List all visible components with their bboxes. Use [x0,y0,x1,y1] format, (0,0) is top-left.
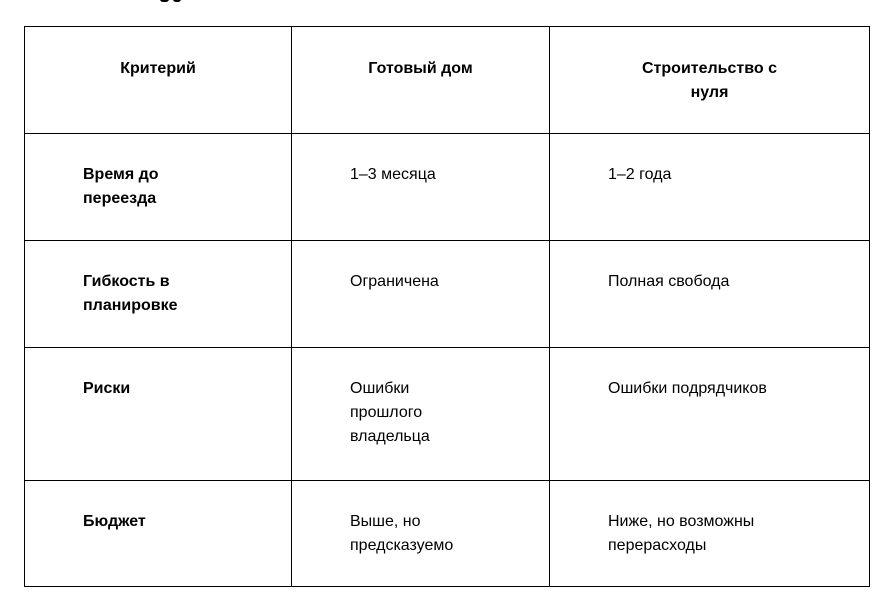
criterion-cell: Бюджет [25,481,292,587]
criterion-cell: Риски [25,348,292,481]
build-from-scratch-cell: Ошибки подрядчиков [550,348,870,481]
ready-house-cell: 1–3 месяца [292,134,550,241]
table-header-row [25,27,870,134]
header-criterion: Критерий [25,27,292,134]
build-from-scratch-cell: Полная свобода [550,241,870,348]
header-build-from-scratch: Строительство с нуля [550,27,870,134]
header-ready-house: Готовый дом [292,27,550,134]
table-row [25,134,870,241]
table-row [25,241,870,348]
ready-house-cell: Ограничена [292,241,550,348]
build-from-scratch-cell: 1–2 года [550,134,870,241]
ready-house-cell: Ошибки прошлого владельца [292,348,550,481]
build-from-scratch-cell: Ниже, но возможны перерасходы [550,481,870,587]
ready-house-cell: Выше, но предсказуемо [292,481,550,587]
criterion-cell: Время до переезда [25,134,292,241]
table-row [25,481,870,587]
comparison-table [24,26,870,587]
table-row [25,348,870,481]
cropped-heading-fragment [140,0,200,2]
criterion-cell: Гибкость в планировке [25,241,292,348]
